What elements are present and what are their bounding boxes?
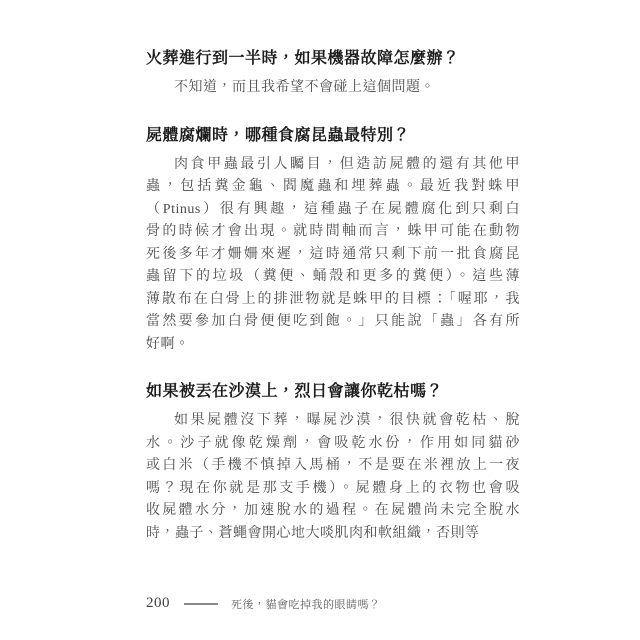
answer-line: 水。沙子就像乾燥劑，會吸乾水份，作用如同貓砂 <box>146 435 520 451</box>
answer-paragraph <box>146 77 520 100</box>
footer-separator-line <box>184 603 218 605</box>
answer-line: 收屍體水分，加速脫水的過程。在屍體尚未完全脫水 <box>146 503 520 518</box>
page-text-column <box>146 49 520 545</box>
answer-line: 時，蟲子、蒼蠅會開心地大啖肌肉和軟組織，否則等 <box>146 525 480 541</box>
question-heading: 如果被丟在沙漠上，烈日會讓你乾枯嗎？ <box>146 383 444 400</box>
answer-line: （Ptinus）很有興趣，這種蟲子在屍體腐化到只剩白 <box>146 201 520 217</box>
answer-line: 肉食甲蟲最引人矚目，但造訪屍體的還有其他甲 <box>174 156 520 172</box>
question-heading: 火葬進行到一半時，如果機器故障怎麼辦？ <box>146 50 460 67</box>
answer-line: 不知道，而且我希望不會碰上這個問題。 <box>174 80 435 95</box>
answer-line: 死後多年才姍姍來遲，這時通常只剩下前一批食腐昆 <box>146 246 520 262</box>
answer-line: 嗎？現在你就是那支手機）。屍體身上的衣物也會吸 <box>146 480 520 496</box>
answer-line: 好啊。 <box>146 336 190 352</box>
answer-line: 或白米（手機不慎掉入馬桶，不是要在米裡放上一夜 <box>146 458 520 473</box>
page-number: 200 <box>146 595 170 611</box>
answer-paragraph <box>146 154 520 357</box>
answer-line: 蟲留下的垃圾（糞便、蛹殼和更多的糞便）。這些薄 <box>146 269 520 284</box>
answer-line: 蟲，包括糞金龜、閻魔蟲和埋葬蟲。最近我對蛛甲 <box>146 179 520 194</box>
answer-line: 當然要參加白骨便便吃到飽。」只能說「蟲」各有所 <box>146 314 520 329</box>
answer-paragraph <box>146 410 520 545</box>
answer-line: 薄散布在白骨上的排泄物就是蛛甲的目標：「喔耶，我 <box>146 291 520 307</box>
page-footer <box>146 595 381 612</box>
footer-book-title: 死後，貓會吃掉我的眼睛嗎？ <box>231 598 381 611</box>
answer-line: 如果屍體沒下葬，曝屍沙漠，很快就會乾枯、脫 <box>174 413 520 428</box>
answer-line: 骨的時候才會出現。就時間軸而言，蛛甲可能在動物 <box>146 224 520 239</box>
question-heading: 屍體腐爛時，哪種食腐昆蟲最特別？ <box>146 126 411 144</box>
